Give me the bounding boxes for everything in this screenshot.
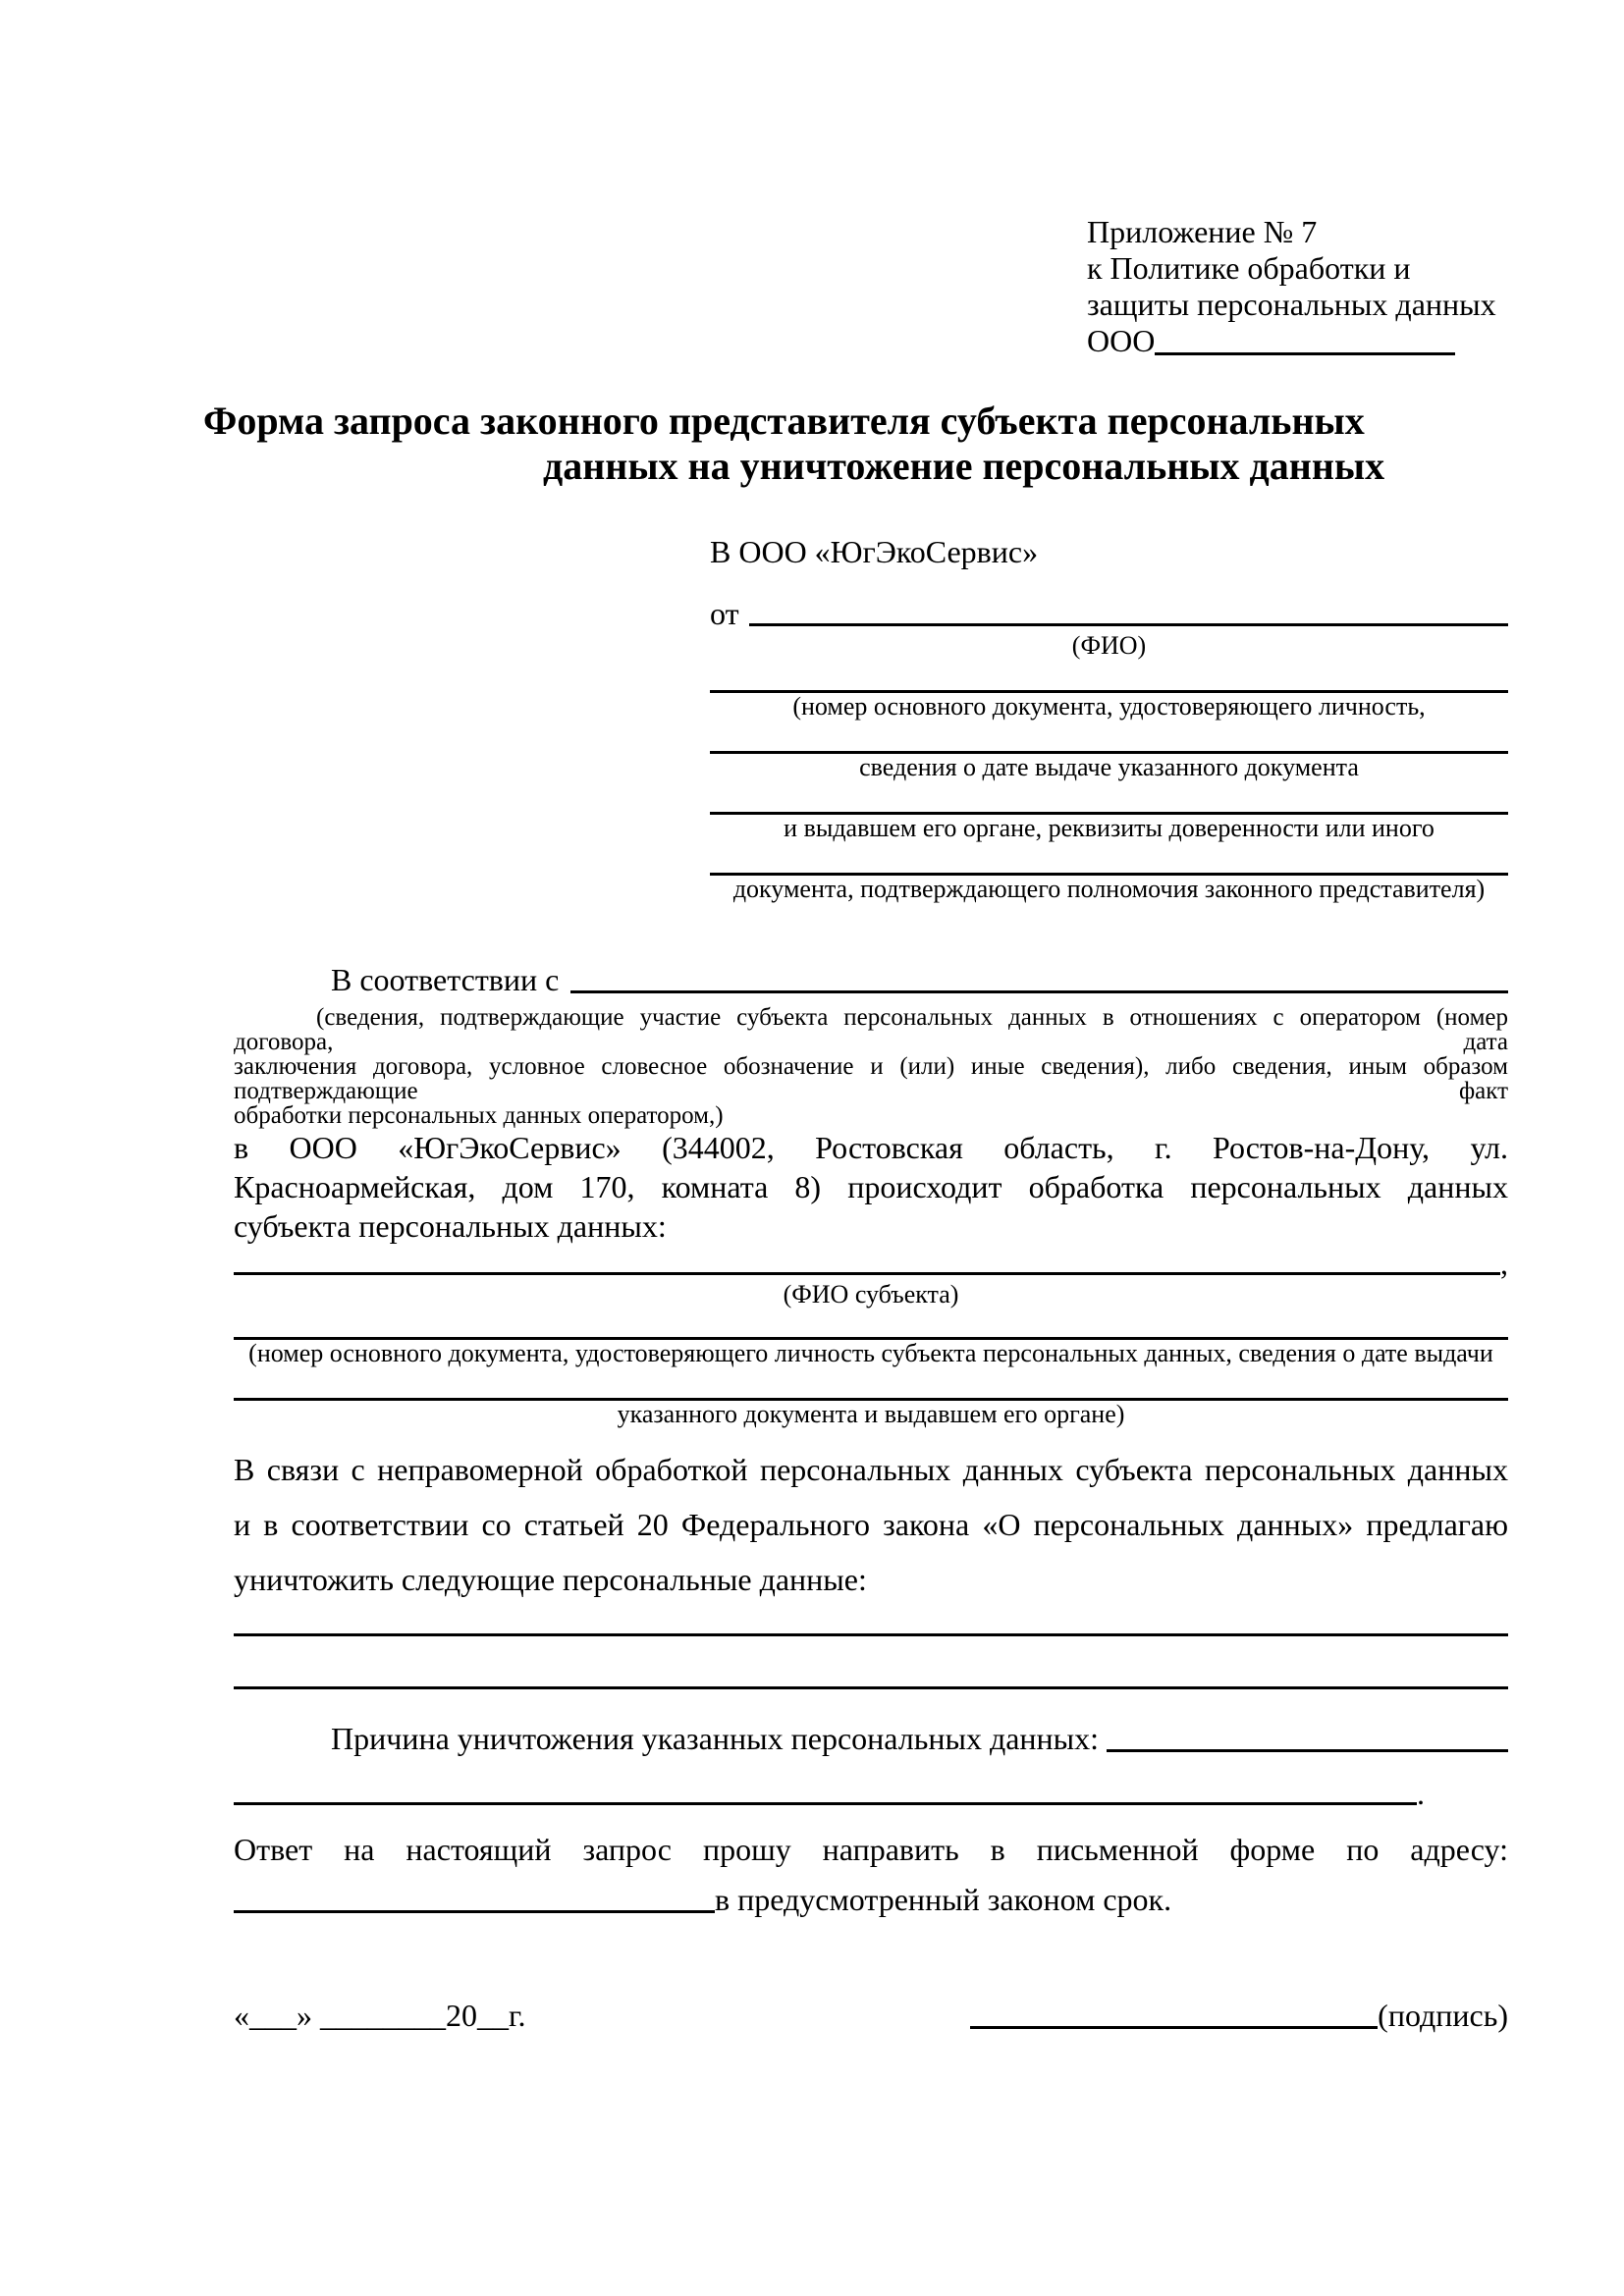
accordance-note (234, 1005, 1508, 1128)
from-row (710, 595, 1508, 632)
doc-caption: сведения о дате выдаче указанного документа (859, 753, 1359, 781)
fio-caption: (ФИО) (1071, 631, 1147, 660)
representative-doc-line (710, 664, 1508, 693)
subject-fio-row (234, 1246, 1508, 1281)
addressee-to: В ООО «ЮгЭкоСервис» (710, 534, 1039, 569)
operator-paragraph-line: субъекта персональных данных: (234, 1208, 667, 1244)
operator-paragraph-line: в ООО «ЮгЭкоСервис» (344002, Ростовская область, г. Ростов-на-Дону, ул. (234, 1130, 1508, 1165)
date-line: «___» ________20__г. (234, 1998, 526, 2033)
from-label: от (710, 596, 739, 631)
reason-continuation-line (234, 1776, 1417, 1811)
footer-row (234, 1996, 1508, 2035)
accordance-fill-in-line (570, 960, 1508, 999)
subject-doc-caption: (номер основного документа, удостоверяющего личность субъекта персональных данных, сведения о дате выдачи (248, 1339, 1493, 1367)
reason-row (234, 1719, 1508, 1758)
reason-fill-in-line (1107, 1719, 1508, 1758)
operator-paragraph (234, 1128, 1508, 1246)
signature-group (970, 1996, 1508, 2035)
appendix-line: к Политике обработки и (1087, 250, 1411, 286)
claim-paragraph (234, 1442, 1508, 1607)
representative-doc-line (710, 724, 1508, 754)
data-fill-in-line (234, 1607, 1508, 1636)
reason-label: Причина уничтожения указанных персональных данных: (331, 1721, 1100, 1756)
subject-doc-line (234, 1371, 1508, 1401)
accordance-note-line: обработки персональных данных оператором,) (234, 1102, 724, 1129)
representative-doc-line (710, 846, 1508, 876)
representative-doc-line (710, 785, 1508, 815)
doc-caption: и выдавшем его органе, реквизиты доверенности или иного (784, 814, 1435, 842)
subject-fio-line (234, 1246, 1500, 1281)
reply-paragraph: Ответ на настоящий запрос прошу направить в письменной форме по адресу: (234, 1832, 1508, 1867)
reason-continuation-row (234, 1776, 1508, 1811)
accordance-row (234, 960, 1508, 999)
claim-paragraph-line: уничтожить следующие персональные данные: (234, 1562, 867, 1597)
accordance-label: В соответствии с (331, 962, 560, 997)
address-fill-in-line (234, 1880, 715, 1919)
claim-paragraph-line: В связи с неправомерной обработкой персональных данных субъекта персональных данных (234, 1452, 1508, 1487)
operator-paragraph-line: Красноармейская, дом 170, комната 8) происходит обработка персональных данных (234, 1169, 1508, 1204)
form-title-line1: Форма запроса законного представителя субъекта персональных (203, 399, 1365, 443)
subject-fio-comma: , (1500, 1246, 1508, 1281)
signature-caption: (подпись) (1378, 1998, 1508, 2033)
reply-tail: в предусмотренный законом срок. (715, 1882, 1172, 1917)
subject-doc-caption: указанного документа и выдавшем его органе) (617, 1400, 1125, 1428)
claim-paragraph-line: и в соответствии со статьей 20 Федерального закона «О персональных данных» предлагаю (234, 1507, 1508, 1542)
form-title-line2: данных на уничтожение персональных данных (543, 444, 1385, 488)
doc-caption: (номер основного документа, удостоверяющего личность, (792, 692, 1426, 721)
subject-doc-line (234, 1310, 1508, 1340)
doc-caption: документа, подтверждающего полномочия законного представителя) (732, 875, 1486, 903)
ooo-line (1087, 323, 1455, 359)
ooo-label: ООО (1087, 323, 1156, 358)
form-title (203, 399, 1508, 489)
representative-fio-line (749, 595, 1508, 632)
reason-period: . (1417, 1776, 1425, 1811)
data-fill-in-line (234, 1660, 1508, 1689)
appendix-block (1087, 214, 1508, 359)
appendix-line: Приложение № 7 (1087, 214, 1318, 249)
appendix-line: защиты персональных данных (1087, 287, 1496, 322)
subject-fio-caption: (ФИО субъекта) (783, 1280, 959, 1308)
addressee-block (710, 532, 1508, 903)
ooo-fill-in-line (1155, 323, 1455, 359)
accordance-note-line: (сведения, подтверждающие участие субъекта персональных данных в отношениях с оператором (номер договора, дата (234, 1004, 1508, 1055)
accordance-note-line: заключения договора, условное словесное обозначение и (или) иные сведения), либо сведения, иным образом подтверждающие факт (234, 1053, 1508, 1104)
reply-address-row (234, 1880, 1508, 1919)
